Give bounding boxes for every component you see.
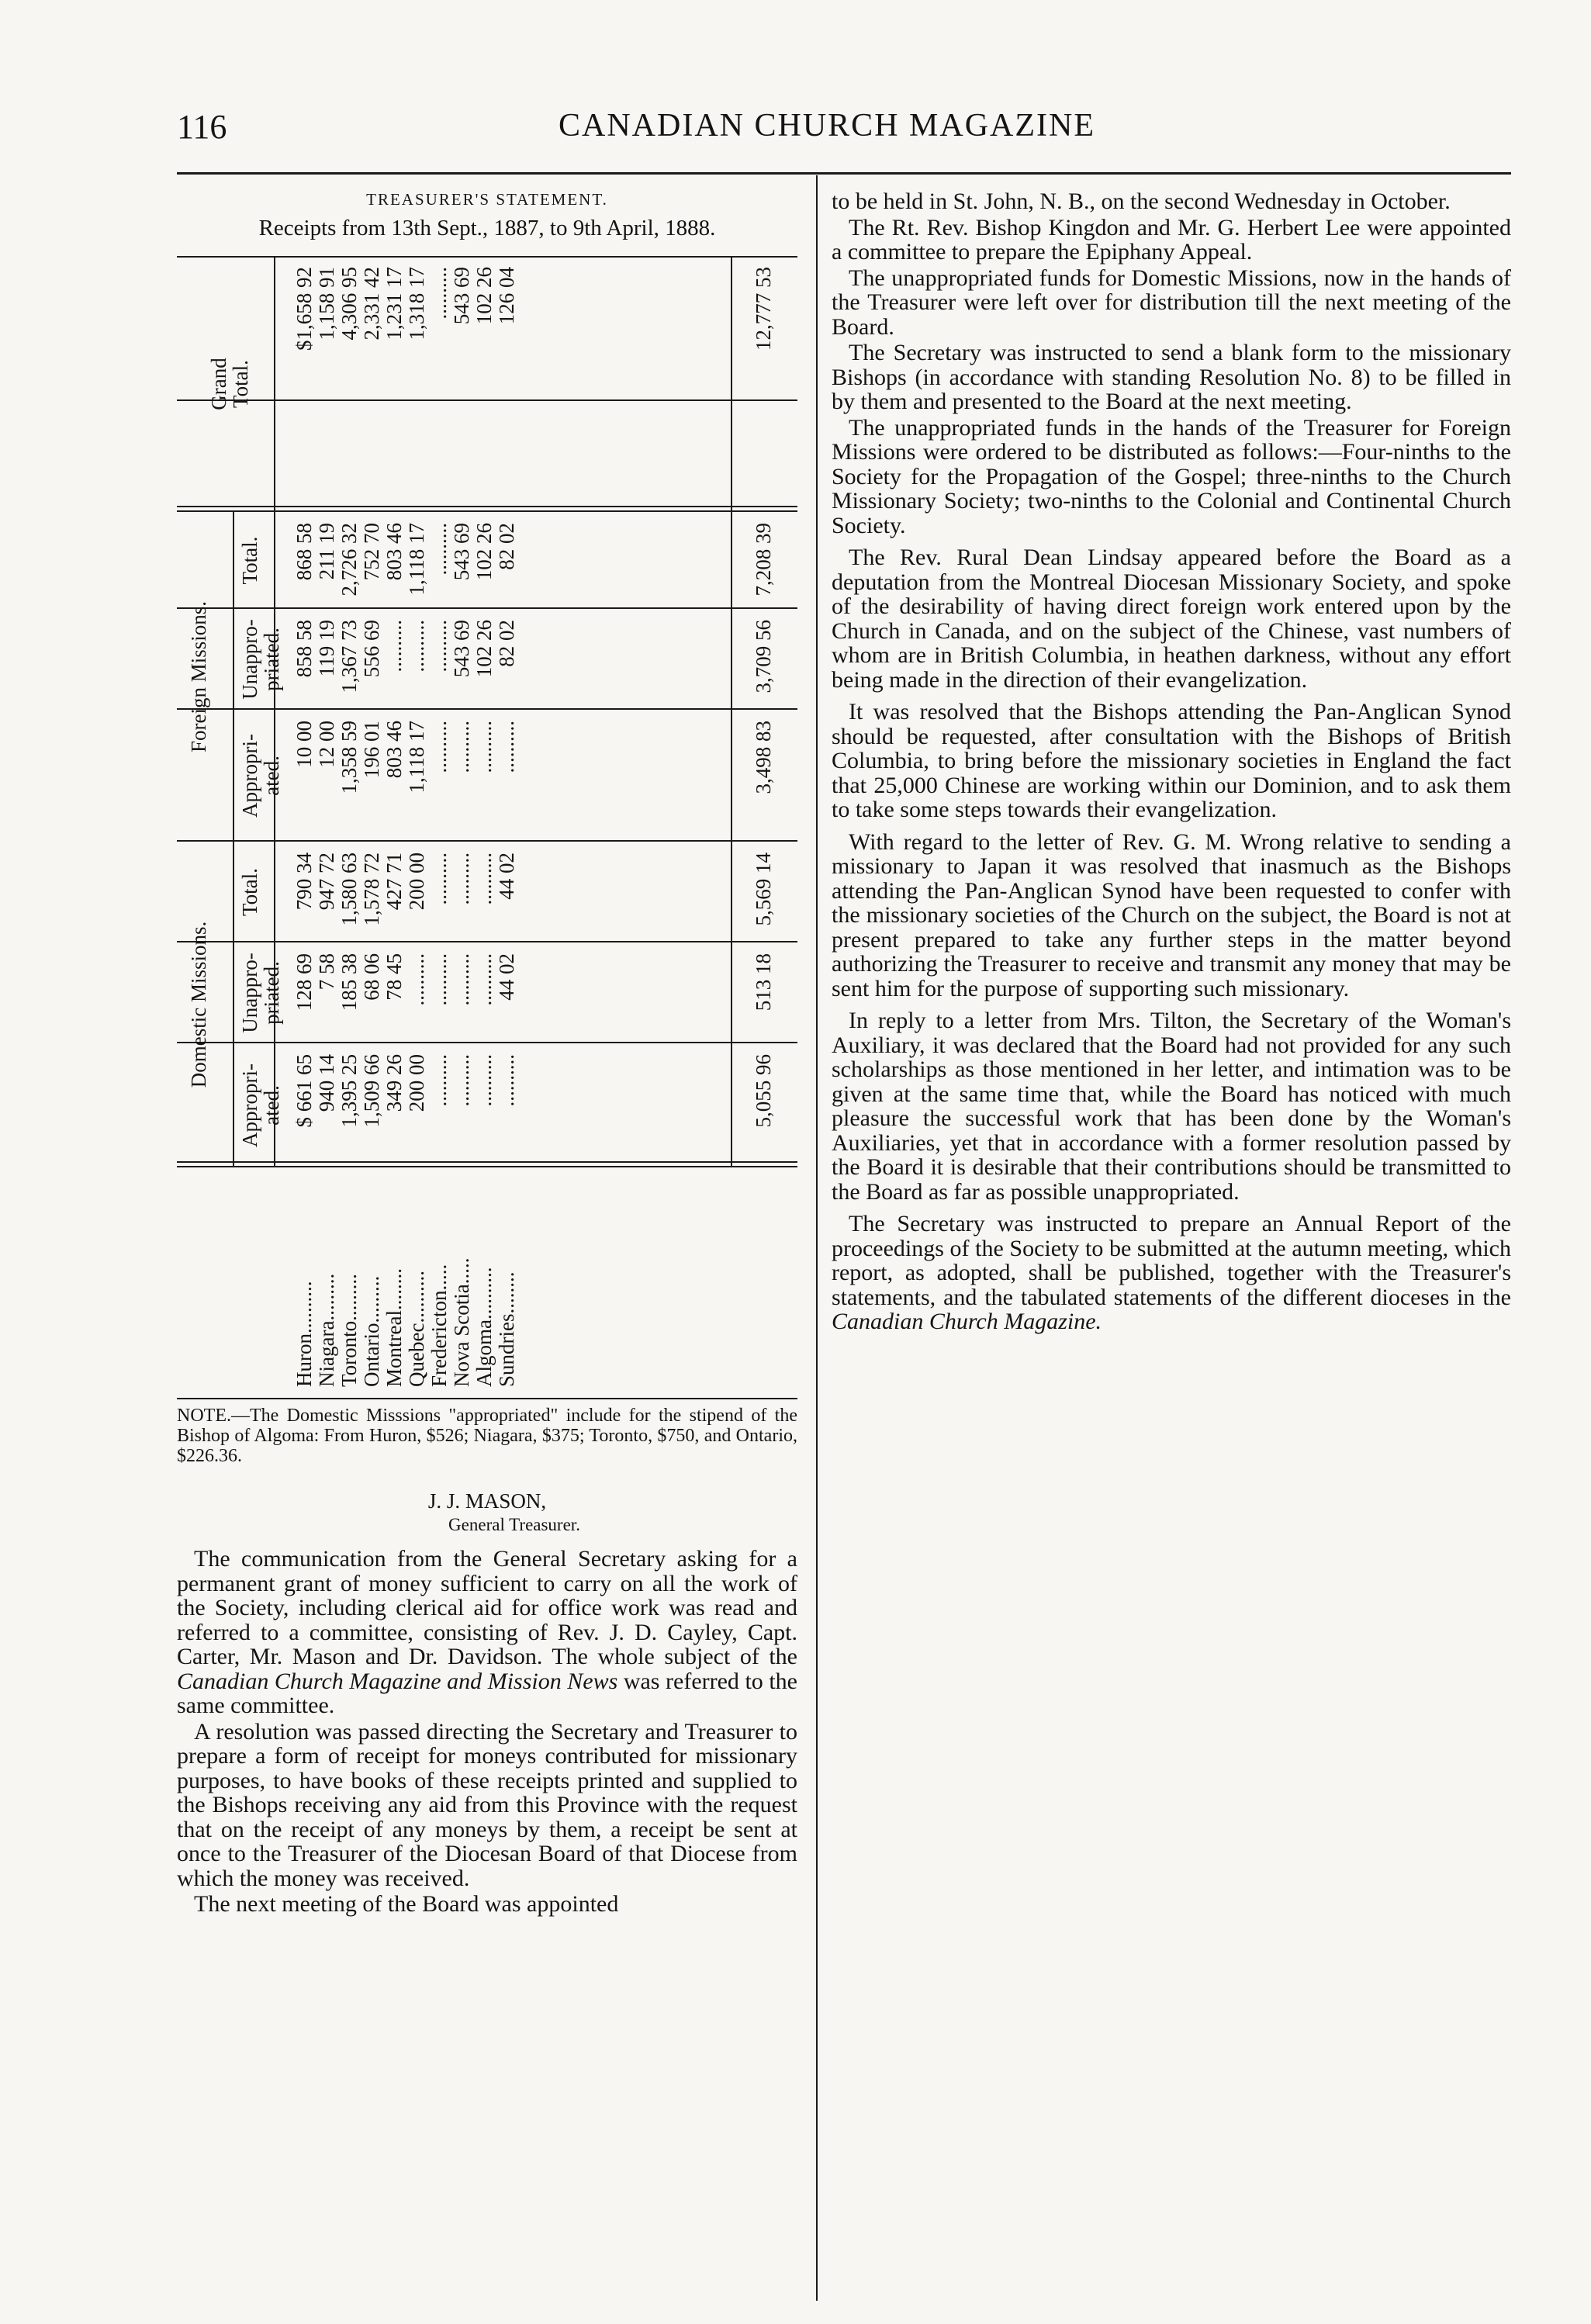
table-cell: 349 26	[382, 1054, 406, 1112]
table-cell: 556 69	[360, 620, 383, 678]
table-cell: 752 70	[360, 523, 383, 581]
column-divider	[816, 175, 818, 2301]
page-title: CANADIAN CHURCH MAGAZINE	[559, 108, 1095, 144]
column-header: ated.	[260, 1085, 283, 1126]
paragraph: The Rev. Rural Dean Lindsay appeared before the Board as a deputation from the Montreal Diocesan Missionary Society, and spoke of the desirability of having direct foreign work entered upon by the Church in Canada, and on the subject of the Chinese, vast numbers of whom are in British Columbia, in heathen darkness, without any effort being made in the direction of their evangelization.	[832, 545, 1511, 693]
table-cell: 1,578 72	[360, 852, 383, 926]
paragraph: In reply to a letter from Mrs. Tilton, the Secretary of the Woman's Auxiliary, it was declared that the Board had not provided for any such scholarships as those mentioned in her letter, and intimation was to be given at the same time that, while the Board has noticed with much pleasure the successful work that has been done by the Woman's Auxiliaries, yet that in accordance with a former resolution passed by the Board it is desirable that their contributions should be transmitted to the Board as far as possible unappropriated.	[832, 1008, 1511, 1205]
table-cell: ..........	[450, 721, 473, 773]
column-header: Appropri-	[238, 734, 261, 818]
column-header: Grand	[207, 358, 230, 410]
table-cell: 947 72	[315, 852, 338, 911]
diocese-label: Toronto.........	[337, 1274, 361, 1387]
paragraph: The next meeting of the Board was appointed	[194, 1891, 619, 1917]
table-cell: 1,580 63	[337, 852, 361, 926]
signature-name: J. J. MASON,	[427, 1489, 547, 1513]
table-cell: 1,395 25	[337, 1054, 361, 1128]
table-cell: 1,367 73	[337, 620, 361, 693]
diocese-label: Fredericton.....	[427, 1264, 451, 1387]
total-cell: 513 18	[752, 953, 775, 1012]
table-cell: ..........	[472, 1054, 496, 1107]
table-cell: ..........	[427, 620, 451, 673]
table-cell: ..........	[472, 953, 496, 1006]
table-cell: ..........	[427, 267, 451, 320]
table-cell: ..........	[450, 852, 473, 905]
table-cell: 102 26	[472, 267, 496, 325]
table-cell: 2,331 42	[360, 267, 383, 341]
table-cell: 1,118 17	[405, 721, 428, 794]
paragraph: The unappropriated funds for Domestic Missions, now in the hands of the Treasurer were left over for distribution till the next meeting of the Board.	[832, 265, 1511, 340]
table-cell: 12 00	[315, 721, 338, 768]
column-rule	[177, 510, 797, 512]
diocese-label: Ontario.........	[360, 1275, 383, 1387]
table-cell: ..........	[472, 852, 496, 905]
table-cell: ..........	[427, 852, 451, 905]
table-cell: ..........	[427, 953, 451, 1006]
table-cell: 4,306 95	[337, 267, 361, 341]
table-cell: 200 00	[405, 852, 428, 911]
table-cell: ..........	[405, 953, 428, 1006]
total-cell: 7,208 39	[752, 523, 775, 597]
signature-title: General Treasurer.	[448, 1515, 580, 1534]
table-cell: 1,509 66	[360, 1054, 383, 1128]
table-cell: ..........	[405, 620, 428, 673]
statement-title: TREASURER'S STATEMENT.	[366, 190, 608, 209]
table-cell: 543 69	[450, 523, 473, 581]
table-cell: 7 58	[315, 953, 338, 991]
paragraph: It was resolved that the Bishops attending the Pan-Anglican Synod should be requested, after consultation with the Bishops of British Columbia, to bring before the missionary societies in England the fact that 25,000 Chinese are working within our Dominion, and to ask them to take some steps towards their evangelization.	[832, 699, 1511, 822]
table-cell: ..........	[427, 1054, 451, 1107]
table-cell: 78 45	[382, 953, 406, 1001]
table-cell: 119 19	[315, 620, 338, 677]
group-header-domestic: Domestic Missions.	[187, 921, 210, 1088]
table-cell: $ 661 65	[292, 1054, 316, 1128]
page-number: 116	[177, 108, 227, 146]
table-cell: ..........	[382, 620, 406, 673]
table-cell: ..........	[472, 721, 496, 773]
table-cell: 128 69	[292, 953, 316, 1012]
totals-rule	[731, 256, 732, 1167]
table-cell: $1,658 92	[292, 267, 316, 351]
column-header: Appropri-	[238, 1063, 261, 1147]
table-cell: 68 06	[360, 953, 383, 1001]
table-cell: 803 46	[382, 721, 406, 779]
table-cell: 2,726 32	[337, 523, 361, 597]
table-cell: 427 71	[382, 852, 406, 911]
table-cell: 1,158 91	[315, 267, 338, 341]
right-column-body	[832, 189, 1511, 1334]
diocese-label: Sundries........	[495, 1271, 518, 1387]
column-header: Unappro-	[238, 619, 261, 700]
column-header: Total.	[238, 868, 261, 916]
table-cell: 102 26	[472, 523, 496, 581]
paragraph: The unappropriated funds in the hands of the Treasurer for Foreign Missions were ordered to be distributed as follows:—Four-ninths to the Society for the Propagation of the Gospel; three-ninths to the Church Missionary Society; two-ninths to the Colonial and Continental Church Society.	[832, 414, 1511, 538]
table-cell: ..........	[427, 523, 451, 576]
rotated-table-body	[177, 256, 797, 1396]
paragraph: The Secretary was instructed to prepare an Annual Report of the proceedings of the Society to be submitted at the autumn meeting, which report, as adopted, shall be published, together with the Treasurer's statements, and the tabulated statements of the different dioceses in the Canadian Church Magazine.	[832, 1211, 1511, 1334]
treasurer-table	[177, 256, 797, 1396]
header-rule	[177, 172, 1511, 175]
table-cell: 44 02	[495, 953, 518, 1001]
table-cell: 543 69	[450, 620, 473, 678]
column-header: priated.	[260, 628, 283, 691]
diocese-label: Montreal........	[382, 1268, 406, 1387]
table-cell: 10 00	[292, 721, 316, 768]
column-header: Total.	[229, 360, 252, 408]
table-cell: ..........	[450, 1054, 473, 1107]
table-cell: 1,358 59	[337, 721, 361, 794]
table-cell: 211 19	[315, 523, 338, 580]
group-rule	[233, 512, 234, 1167]
total-cell: 5,569 14	[752, 852, 775, 926]
table-cell: 1,118 17	[405, 523, 428, 596]
diocese-label: Quebec..........	[405, 1271, 428, 1387]
diocese-label: Nova Scotia.....	[450, 1257, 473, 1387]
diocese-label: Niagara.........	[315, 1273, 338, 1387]
table-cell: 82 02	[495, 620, 518, 667]
table-cell: ..........	[450, 953, 473, 1006]
paragraph: The Secretary was instructed to send a blank form to the missionary Bishops (in accordance with standing Resolution No. 8) to be filled in by them and presented to the Board at the next meeting.	[832, 340, 1511, 414]
table-cell: 1,318 17	[405, 267, 428, 341]
column-header: ated.	[260, 756, 283, 796]
table-cell: 868 58	[292, 523, 316, 581]
total-cell: 3,498 83	[752, 721, 775, 794]
table-cell: ..........	[495, 721, 518, 773]
table-cell: 543 69	[450, 267, 473, 325]
column-rule	[177, 506, 797, 507]
column-header: Unappro-	[238, 953, 261, 1033]
diocese-label: Huron..........	[292, 1281, 316, 1387]
total-cell: 5,055 96	[752, 1054, 775, 1128]
table-cell: 185 38	[337, 953, 361, 1012]
table-cell: 82 02	[495, 523, 518, 570]
table-cell: ..........	[427, 721, 451, 773]
paragraph: The Rt. Rev. Bishop Kingdon and Mr. G. Herbert Lee were appointed a committee to prepare the Epiphany Appeal.	[832, 214, 1511, 265]
table-cell: 196 01	[360, 721, 383, 779]
table-cell: 102 26	[472, 620, 496, 678]
table-cell: 1,231 17	[382, 267, 406, 341]
table-note: NOTE.—The Domestic Misssions "appropriated" include for the stipend of the Bishop of Algoma: From Huron, $526; Niagara, $375; Toronto, $750, and Ontario, $226.36.	[177, 1406, 797, 1466]
diocese-label: Algoma..........	[472, 1267, 496, 1387]
column-header: Total.	[238, 536, 261, 585]
table-cell: 790 34	[292, 852, 316, 911]
table-cell: 44 02	[495, 852, 518, 900]
group-header-foreign: Foreign Missions.	[187, 600, 210, 753]
table-cell: 940 14	[315, 1054, 338, 1112]
statement-subtitle: Receipts from 13th Sept., 1887, to 9th April, 1888.	[258, 216, 716, 240]
paragraph: The communication from the General Secretary asking for a permanent grant of money sufficient to carry on all the work of the Society, including clerical aid for office work was read and referred to a committee, consisting of Rev. J. D. Cayley, Capt. Carter, Mr. Mason and Dr. Davidson. The whole subject of the Canadian Church Magazine and Mission News was referred to the same committee.	[177, 1546, 797, 1718]
paragraph: With regard to the letter of Rev. G. M. Wrong relative to sending a missionary to Japan it was resolved that inasmuch as the Bishops attending the Pan-Anglican Synod have been requested to confer with the missionary societies of the Church on the subject, the Board is not at present prepared to take any further steps in the matter beyond authorizing the Treasurer to receive and transmit any money that may be sent him for the purpose of supporting such missionary.	[832, 828, 1511, 1001]
table-cell: 200 00	[405, 1054, 428, 1112]
table-cell: 126 04	[495, 267, 518, 325]
total-cell: 3,709 56	[752, 620, 775, 693]
total-cell: 12,777 53	[752, 267, 775, 351]
table-cell: 858 58	[292, 620, 316, 678]
table-cell: 803 46	[382, 523, 406, 581]
paragraph: to be held in St. John, N. B., on the second Wednesday in October.	[832, 188, 1451, 214]
paragraph: A resolution was passed directing the Secretary and Treasurer to prepare a form of receipt for moneys contributed for missionary purposes, to have books of these receipts printed and supplied to the Bishops receiving any aid from this Province with the request that on the receipt of any moneys by them, a receipt be sent at once to the Treasurer of the Diocesan Board of that Diocese from which the money was received.	[177, 1718, 797, 1891]
table-cell: ..........	[495, 1054, 518, 1107]
column-header: priated.	[260, 961, 283, 1025]
left-column-body	[177, 1547, 797, 1917]
